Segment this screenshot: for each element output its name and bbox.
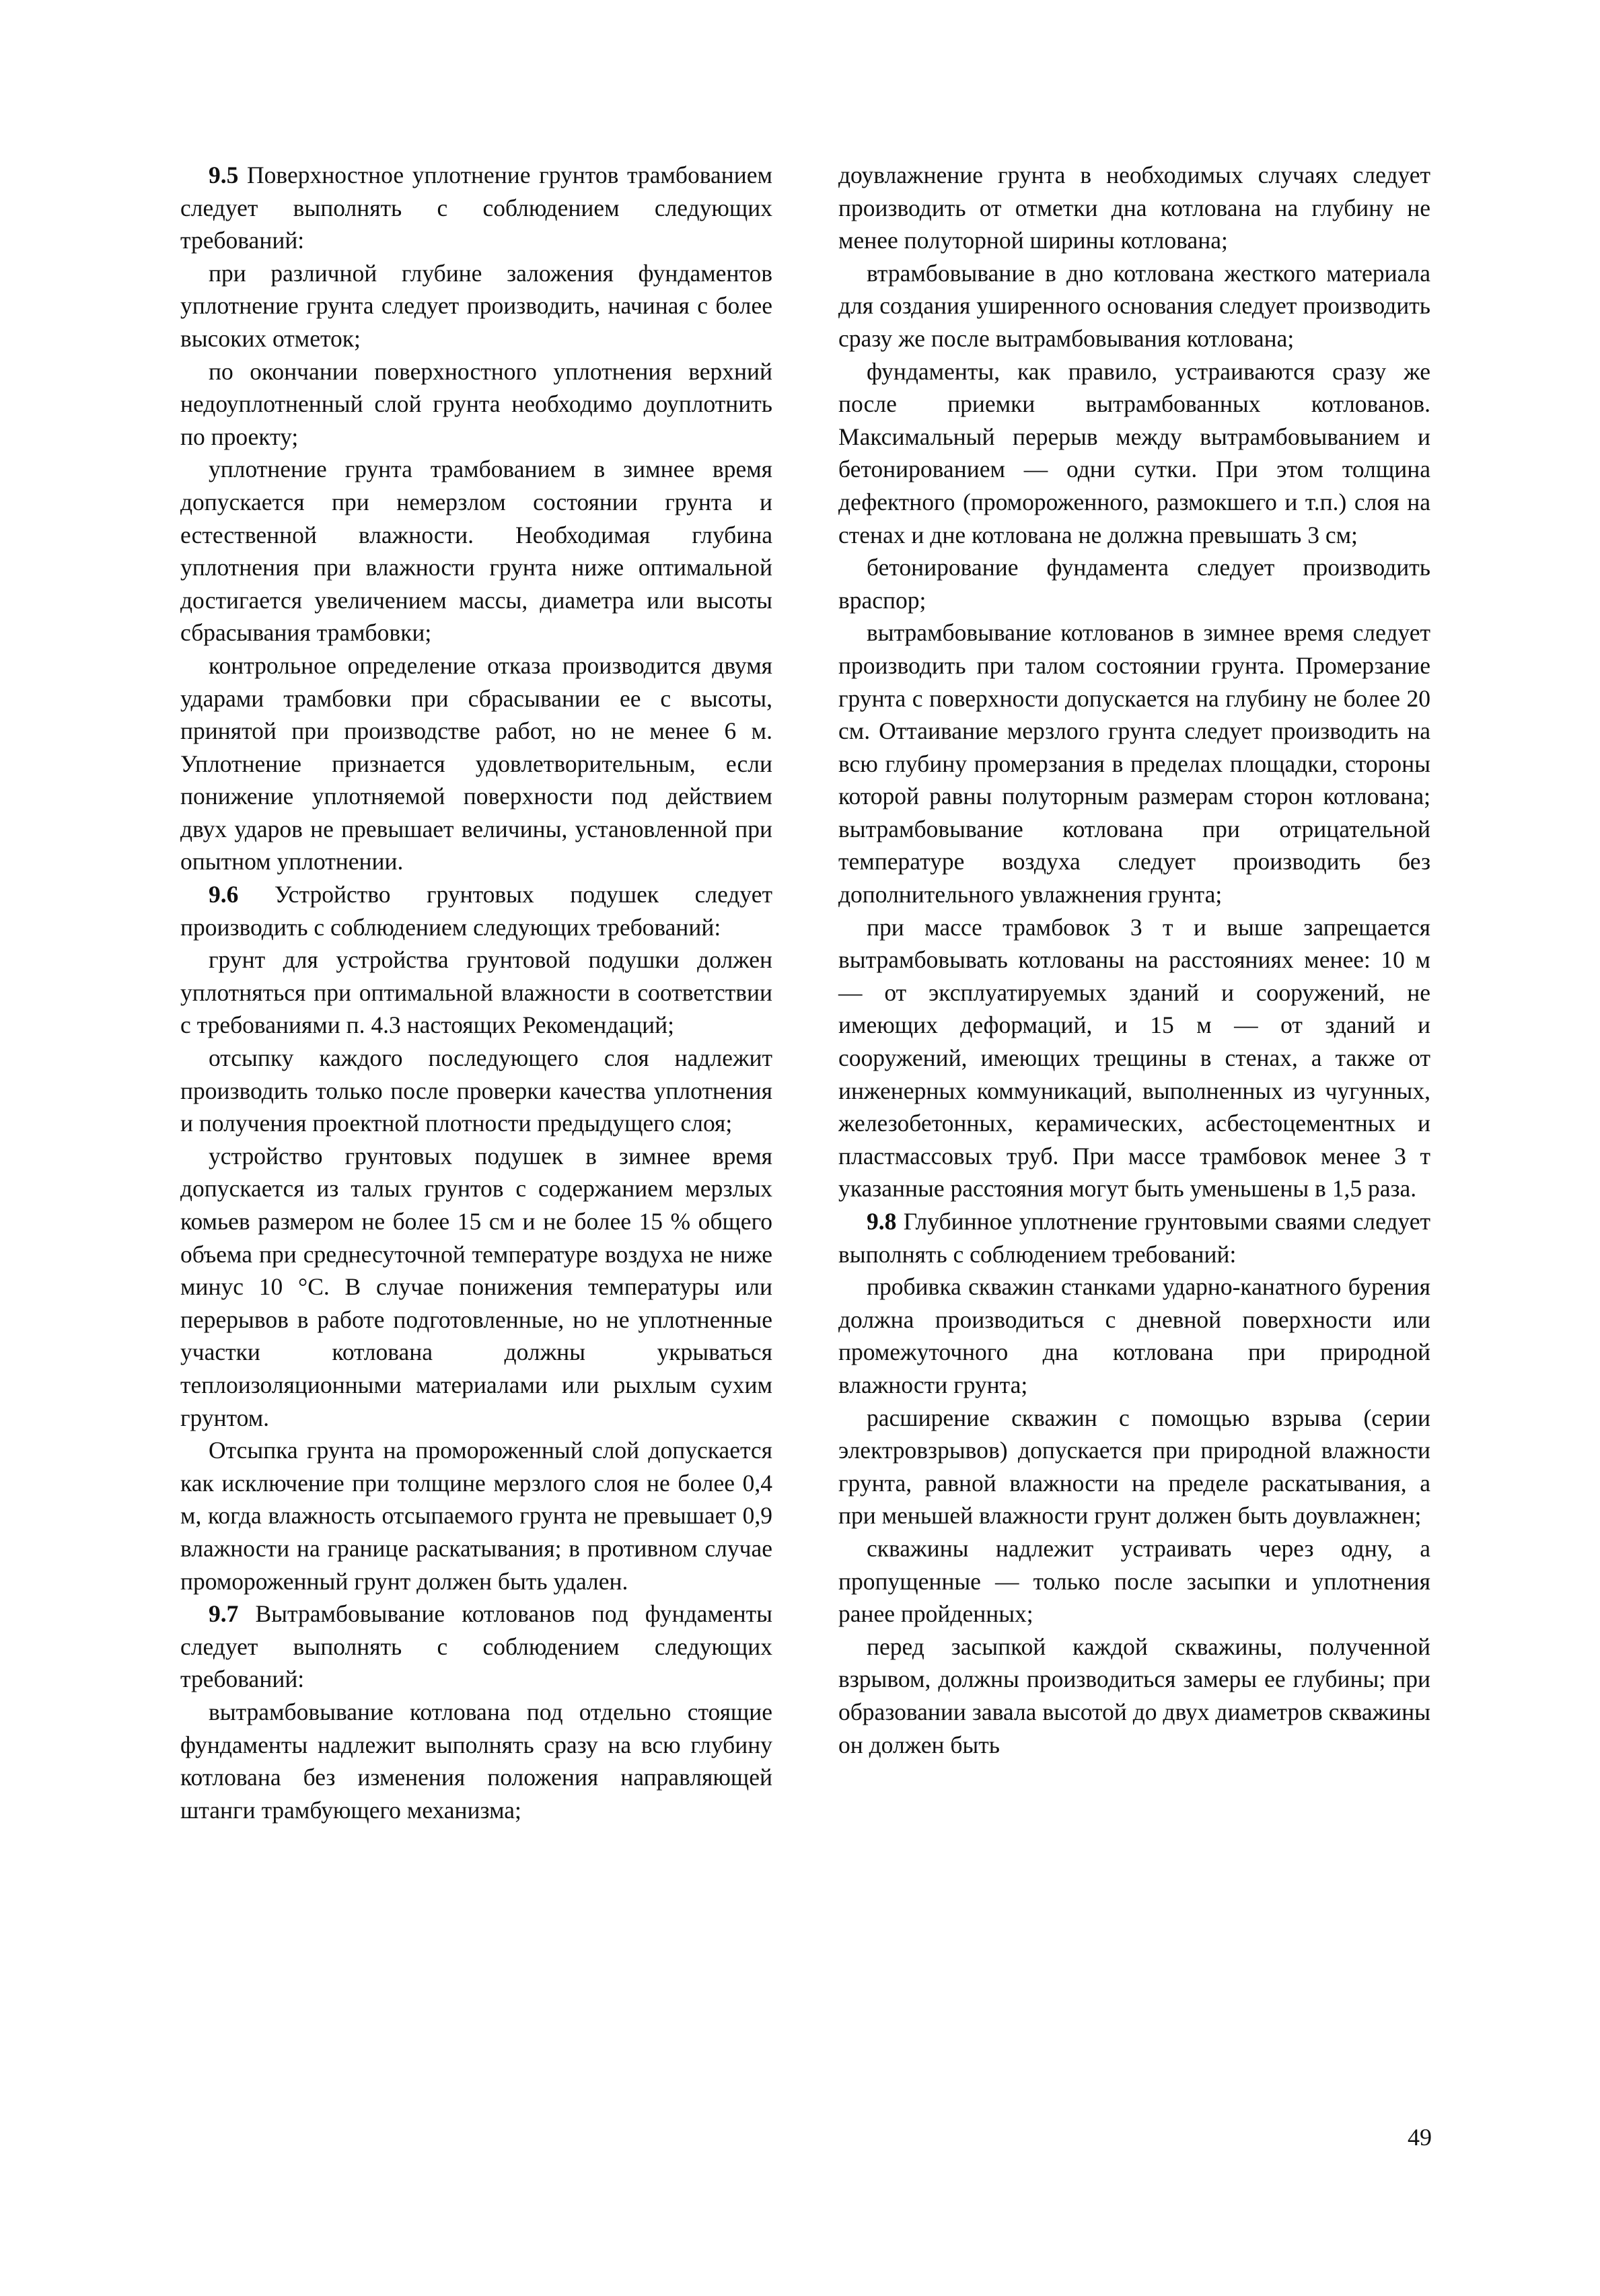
- section-9-5: [180, 159, 772, 257]
- paragraph: фундаменты, как правило, устраиваются сразу же после приемки вытрамбованных котлованов. Максимальный перерыв между вытрамбовыванием и бетонированием — одни сутки. При этом толщина дефектного (промороженного, размокшего и т.п.) слоя на стенах и дне котлована не должна превышать 3 см;: [838, 357, 1430, 548]
- page-number: 49: [1408, 2124, 1432, 2151]
- paragraph: пробивка скважин станками ударно-канатного бурения должна производиться с дневной поверхности или промежуточного дна котлована при природной влажности грунта;: [838, 1273, 1430, 1398]
- paragraph: Отсыпка грунта на промороженный слой допускается как исключение при толщине мерзлого слоя не более 0,4 м, когда влажность отсыпаемого грунта не превышает 0,9 влажности на границе раскатывания; в противном случае промороженный грунт должен быть удален.: [180, 1437, 772, 1595]
- section-number: 9.5: [209, 162, 239, 188]
- left-column: [180, 159, 772, 1826]
- paragraph: по окончании поверхностного уплотнения верхний недоуплотненный слой грунта необходимо доуплотнить по проекту;: [180, 357, 772, 450]
- paragraph: бетонирование фундамента следует производить враспор;: [838, 554, 1430, 614]
- section-number: 9.6: [209, 881, 239, 908]
- paragraph: доувлажнение грунта в необходимых случаях следует производить от отметки дна котлована на глубину не менее полуторной ширины котлована;: [838, 162, 1430, 254]
- section-9-6: [180, 878, 772, 943]
- paragraph: при массе трамбовок 3 т и выше запрещается вытрамбовывать котлованы на расстояниях менее: 10 м — от эксплуатируемых зданий и сооружений, не имеющих деформаций, и 15 м — от зданий и сооружений, имеющих трещины в стенах, а также от инженерных коммуникаций, выполненных из чугунных, железобетонных, керамических, асбестоцементных и пластмассовых труб. При массе трамбовок менее 3 т указанные расстояния могут быть уменьшены в 1,5 раза.: [838, 913, 1430, 1203]
- paragraph: втрамбовывание в дно котлована жесткого материала для создания уширенного основания следует производить сразу же после вытрамбовывания котлована;: [838, 259, 1430, 352]
- paragraph: расширение скважин с помощью взрыва (серии электровзрывов) допускается при природной влажности грунта, равной влажности на пределе раскатывания, а при меньшей влажности грунт должен быть доувлажнен;: [838, 1404, 1430, 1530]
- section-9-7: [180, 1598, 772, 1696]
- paragraph: вытрамбовывание котлована под отдельно стоящие фундаменты надлежит выполнять сразу на всю глубину котлована без изменения положения направляющей штанги трамбующего механизма;: [180, 1698, 772, 1824]
- paragraph: при различной глубине заложения фундаментов уплотнение грунта следует производить, начиная с более высоких отметок;: [180, 259, 772, 352]
- paragraph-text: Поверхностное уплотнение грунтов трамбованием следует выполнять с соблюдением следующих требований:: [180, 162, 772, 254]
- paragraph: устройство грунтовых подушек в зимнее время допускается из талых грунтов с содержанием мерзлых комьев размером не более 15 см и не более 15 % общего объема при среднесуточной температуре воздуха не ниже минус 10 °С. В случае понижения температуры или перерывов в работе подготовленные, но не уплотненные участки котлована должны укрываться теплоизоляционными материалами или рыхлым сухим грунтом.: [180, 1142, 772, 1431]
- paragraph-text: Устройство грунтовых подушек следует производить с соблюдением следующих требований:: [180, 881, 772, 941]
- paragraph: вытрамбовывание котлованов в зимнее время следует производить при талом состоянии грунта. Промерзание грунта с поверхности допускается на глубину не более 20 см. Оттаивание мерзлого грунта следует производить на всю глубину промерзания в пределах площадки, стороны которой равны полуторным размерам сторон котлована; вытрамбовывание котлована при отрицательной температуре воздуха следует производить без дополнительного увлажнения грунта;: [838, 619, 1430, 908]
- paragraph: отсыпку каждого последующего слоя надлежит производить только после проверки качества уплотнения и получения проектной плотности предыдущего слоя;: [180, 1044, 772, 1137]
- paragraph: грунт для устройства грунтовой подушки должен уплотняться при оптимальной влажности в соответствии с требованиями п. 4.3 настоящих Рекомендаций;: [180, 946, 772, 1039]
- section-number: 9.8: [867, 1208, 897, 1235]
- section-number: 9.7: [209, 1600, 239, 1628]
- paragraph: перед засыпкой каждой скважины, полученной взрывом, должны производиться замеры ее глубины; при образовании завала высотой до двух диаметров скважины он должен быть: [838, 1633, 1430, 1758]
- paragraph-text: Глубинное уплотнение грунтовыми сваями следует выполнять с соблюдением требований:: [838, 1208, 1430, 1268]
- section-9-8: [838, 1205, 1430, 1270]
- paragraph-text: Вытрамбовывание котлованов под фундаменты следует выполнять с соблюдением следующих требований:: [180, 1600, 772, 1693]
- paragraph: контрольное определение отказа производится двумя ударами трамбовки при сбрасывании ее с высоты, принятой при производстве работ, но не менее 6 м. Уплотнение признается удовлетворительным, если понижение уплотняемой поверхности под действием двух ударов не превышает величины, установленной при опытном уплотнении.: [180, 651, 772, 875]
- right-column: [838, 159, 1430, 1761]
- paragraph: уплотнение грунта трамбованием в зимнее время допускается при немерзлом состоянии грунта и естественной влажности. Необходимая глубина уплотнения при влажности грунта ниже оптимальной достигается увеличением массы, диаметра или высоты сбрасывания трамбовки;: [180, 456, 772, 647]
- paragraph: скважины надлежит устраивать через одну, а пропущенные — только после засыпки и уплотнения ранее пройденных;: [838, 1534, 1430, 1628]
